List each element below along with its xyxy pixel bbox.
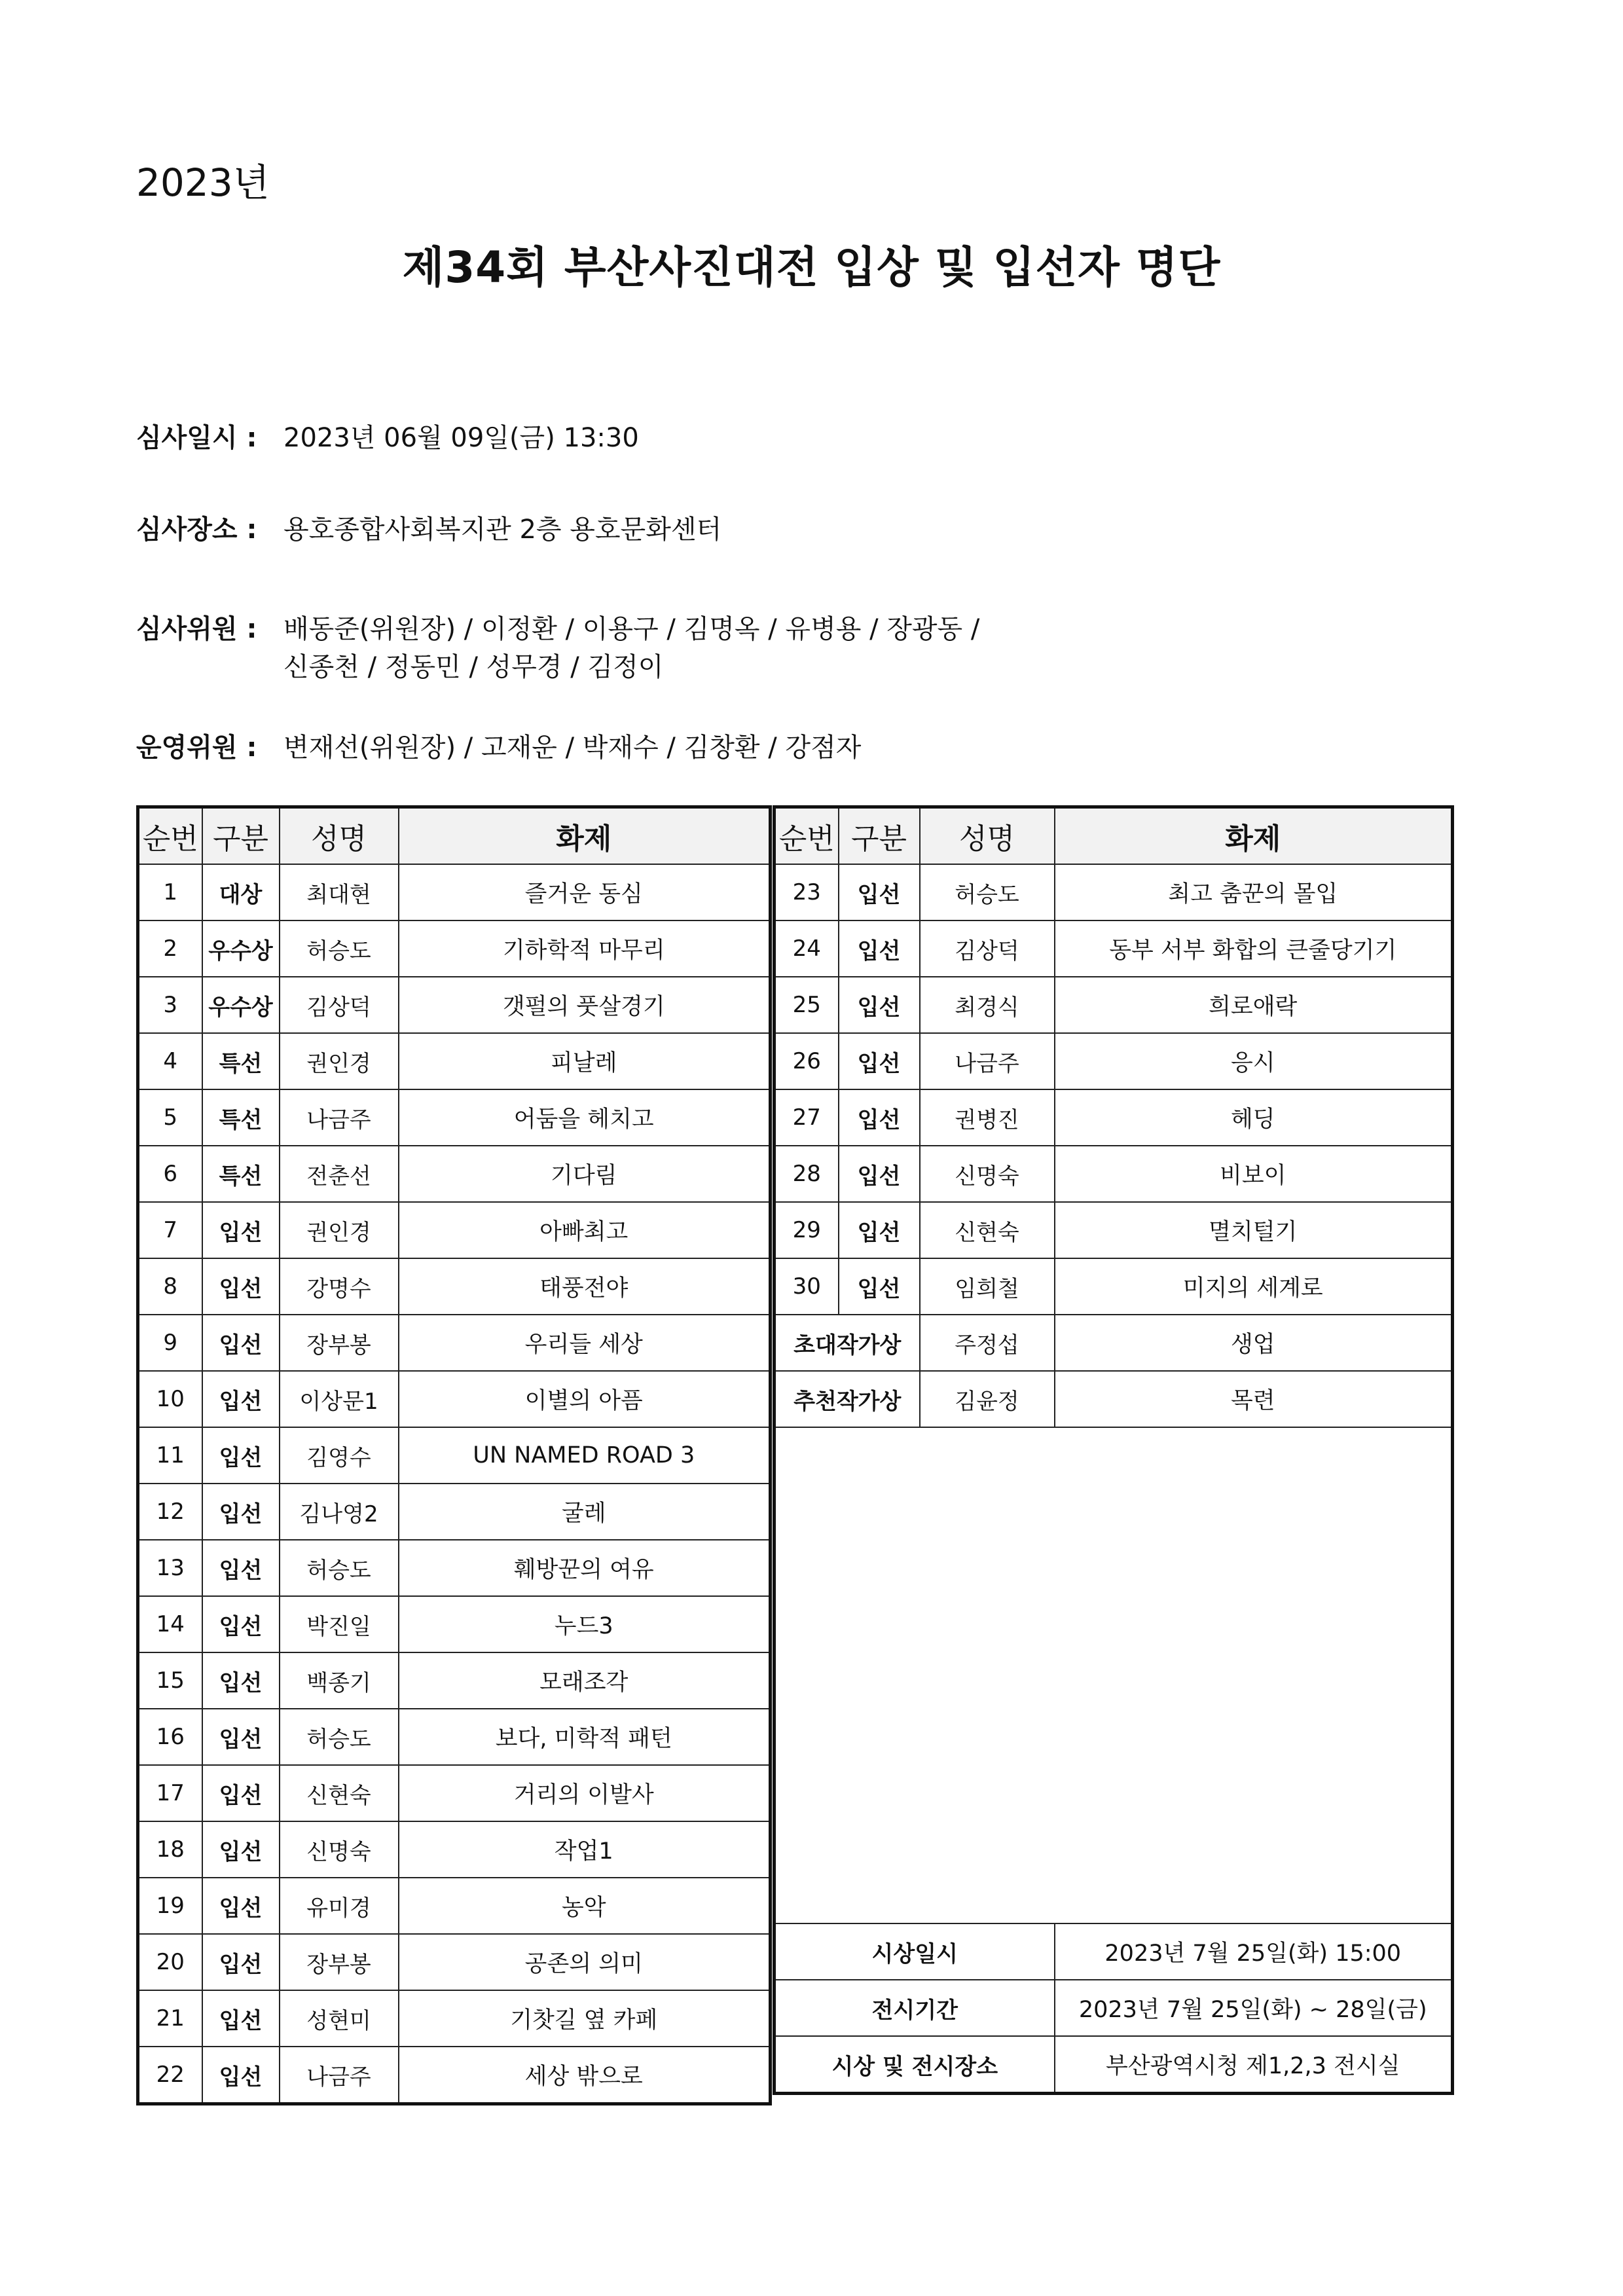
row-name: 김나영2 xyxy=(280,1484,399,1540)
empty-cell xyxy=(775,1427,1453,1923)
row-name: 전춘선 xyxy=(280,1146,399,1202)
row-name: 김상덕 xyxy=(280,977,399,1033)
header-no: 순번 xyxy=(775,807,839,865)
row-title: 비보이 xyxy=(1055,1146,1453,1202)
row-name: 허승도 xyxy=(920,864,1055,920)
row-name: 최대현 xyxy=(280,864,399,920)
row-title: UN NAMED ROAD 3 xyxy=(399,1427,771,1484)
table-row xyxy=(138,864,771,920)
table-row xyxy=(138,977,771,1033)
row-name: 유미경 xyxy=(280,1878,399,1934)
row-no: 24 xyxy=(775,920,839,977)
row-title: 어둠을 헤치고 xyxy=(399,1089,771,1146)
info-committee xyxy=(136,729,861,767)
row-category: 입선 xyxy=(839,1146,920,1202)
row-category: 입선 xyxy=(202,1990,280,2047)
row-no: 23 xyxy=(775,864,839,920)
row-category: 입선 xyxy=(202,1540,280,1596)
summary-value: 부산광역시청 제1,2,3 전시실 xyxy=(1055,2036,1453,2094)
row-name: 임희철 xyxy=(920,1258,1055,1315)
row-name: 나금주 xyxy=(280,2047,399,2104)
table-row xyxy=(775,1146,1453,1202)
row-title: 미지의 세계로 xyxy=(1055,1258,1453,1315)
row-category: 입선 xyxy=(202,1427,280,1484)
row-title: 아빠최고 xyxy=(399,1202,771,1258)
row-title: 누드3 xyxy=(399,1596,771,1652)
row-name: 주정섭 xyxy=(920,1315,1055,1371)
row-category: 입선 xyxy=(202,1202,280,1258)
row-category: 입선 xyxy=(202,1652,280,1709)
row-no: 1 xyxy=(138,864,202,920)
row-category: 입선 xyxy=(839,864,920,920)
table-row xyxy=(138,1765,771,1821)
header-category: 구분 xyxy=(839,807,920,865)
header-title: 화제 xyxy=(399,807,771,865)
row-no: 10 xyxy=(138,1371,202,1427)
row-category: 입선 xyxy=(839,1202,920,1258)
row-no: 5 xyxy=(138,1089,202,1146)
info-label: 심사위원 : xyxy=(136,614,257,644)
row-no: 14 xyxy=(138,1596,202,1652)
row-title: 작업1 xyxy=(399,1821,771,1878)
row-title: 거리의 이발사 xyxy=(399,1765,771,1821)
row-name: 신현숙 xyxy=(920,1202,1055,1258)
table-row xyxy=(138,1146,771,1202)
row-category: 입선 xyxy=(202,1765,280,1821)
table-header-row xyxy=(138,807,771,865)
row-name: 이상문1 xyxy=(280,1371,399,1427)
row-no: 19 xyxy=(138,1878,202,1934)
row-name: 신명숙 xyxy=(920,1146,1055,1202)
row-no: 17 xyxy=(138,1765,202,1821)
table-row xyxy=(138,1652,771,1709)
row-category: 입선 xyxy=(202,1596,280,1652)
row-name: 나금주 xyxy=(920,1033,1055,1089)
row-title: 태풍전야 xyxy=(399,1258,771,1315)
row-name: 박진일 xyxy=(280,1596,399,1652)
header-name: 성명 xyxy=(280,807,399,865)
row-no: 26 xyxy=(775,1033,839,1089)
info-value: 배동준(위원장) / 이정환 / 이용구 / 김명옥 / 유병용 / 장광동 / xyxy=(283,614,980,644)
row-category: 특선 xyxy=(202,1033,280,1089)
row-no: 12 xyxy=(138,1484,202,1540)
row-name: 권인경 xyxy=(280,1033,399,1089)
info-value-continued: 신종천 / 정동민 / 성무경 / 김정이 xyxy=(283,652,664,682)
row-title: 동부 서부 화합의 큰줄당기기 xyxy=(1055,920,1453,977)
info-value: 2023년 06월 09일(금) 13:30 xyxy=(283,423,639,453)
row-no: 7 xyxy=(138,1202,202,1258)
row-title: 모래조각 xyxy=(399,1652,771,1709)
header-category: 구분 xyxy=(202,807,280,865)
row-category: 입선 xyxy=(839,977,920,1033)
row-no: 3 xyxy=(138,977,202,1033)
empty-area xyxy=(775,1427,1453,1923)
summary-label: 시상 및 전시장소 xyxy=(775,2036,1055,2094)
table-row xyxy=(138,1033,771,1089)
row-name: 김영수 xyxy=(280,1427,399,1484)
row-title: 최고 춤꾼의 몰입 xyxy=(1055,864,1453,920)
table-row xyxy=(775,864,1453,920)
table-row xyxy=(138,1427,771,1484)
row-category: 특선 xyxy=(202,1089,280,1146)
row-name: 신현숙 xyxy=(280,1765,399,1821)
document-year: 2023년 xyxy=(136,160,270,205)
row-category: 입선 xyxy=(839,1089,920,1146)
row-title: 기찻길 옆 카페 xyxy=(399,1990,771,2047)
row-name: 장부봉 xyxy=(280,1315,399,1371)
row-category: 우수상 xyxy=(202,977,280,1033)
row-title: 기하학적 마무리 xyxy=(399,920,771,977)
info-judging-place xyxy=(136,511,721,549)
row-name: 강명수 xyxy=(280,1258,399,1315)
special-award-category: 추천작가상 xyxy=(775,1371,920,1427)
row-no: 6 xyxy=(138,1146,202,1202)
row-no: 30 xyxy=(775,1258,839,1315)
table-row xyxy=(138,1878,771,1934)
table-row xyxy=(138,1821,771,1878)
table-header-row xyxy=(775,807,1453,865)
row-title: 희로애락 xyxy=(1055,977,1453,1033)
row-name: 허승도 xyxy=(280,1709,399,1765)
row-no: 15 xyxy=(138,1652,202,1709)
row-name: 백종기 xyxy=(280,1652,399,1709)
row-category: 입선 xyxy=(202,1371,280,1427)
row-no: 4 xyxy=(138,1033,202,1089)
row-title: 응시 xyxy=(1055,1033,1453,1089)
row-title: 생업 xyxy=(1055,1315,1453,1371)
row-name: 김윤정 xyxy=(920,1371,1055,1427)
summary-row xyxy=(775,1923,1453,1980)
row-title: 이별의 아픔 xyxy=(399,1371,771,1427)
row-no: 16 xyxy=(138,1709,202,1765)
table-row xyxy=(138,1484,771,1540)
row-title: 농악 xyxy=(399,1878,771,1934)
table-row xyxy=(138,1596,771,1652)
winners-table-left xyxy=(136,805,772,2105)
row-no: 9 xyxy=(138,1315,202,1371)
row-title: 목련 xyxy=(1055,1371,1453,1427)
row-no: 22 xyxy=(138,2047,202,2104)
row-no: 20 xyxy=(138,1934,202,1990)
row-name: 최경식 xyxy=(920,977,1055,1033)
table-row xyxy=(775,1202,1453,1258)
row-no: 18 xyxy=(138,1821,202,1878)
row-name: 나금주 xyxy=(280,1089,399,1146)
special-award-category: 초대작가상 xyxy=(775,1315,920,1371)
info-label: 심사일시 : xyxy=(136,423,257,453)
row-category: 대상 xyxy=(202,864,280,920)
row-category: 입선 xyxy=(202,1484,280,1540)
row-no: 2 xyxy=(138,920,202,977)
row-no: 29 xyxy=(775,1202,839,1258)
row-title: 헤딩 xyxy=(1055,1089,1453,1146)
table-row xyxy=(138,1709,771,1765)
row-no: 11 xyxy=(138,1427,202,1484)
table-row xyxy=(138,1202,771,1258)
table-row xyxy=(138,1990,771,2047)
row-category: 입선 xyxy=(839,920,920,977)
row-title: 세상 밖으로 xyxy=(399,2047,771,2104)
table-row xyxy=(775,1258,1453,1315)
row-title: 기다림 xyxy=(399,1146,771,1202)
row-no: 13 xyxy=(138,1540,202,1596)
row-name: 권인경 xyxy=(280,1202,399,1258)
summary-value: 2023년 7월 25일(화) ~ 28일(금) xyxy=(1055,1980,1453,2036)
summary-label: 시상일시 xyxy=(775,1923,1055,1980)
row-category: 특선 xyxy=(202,1146,280,1202)
row-category: 입선 xyxy=(839,1258,920,1315)
table-row xyxy=(775,1033,1453,1089)
table-row xyxy=(138,1089,771,1146)
row-title: 멸치털기 xyxy=(1055,1202,1453,1258)
row-title: 굴레 xyxy=(399,1484,771,1540)
row-title: 공존의 의미 xyxy=(399,1934,771,1990)
summary-value: 2023년 7월 25일(화) 15:00 xyxy=(1055,1923,1453,1980)
winners-table-right xyxy=(773,805,1454,2095)
row-no: 25 xyxy=(775,977,839,1033)
row-name: 권병진 xyxy=(920,1089,1055,1146)
row-name: 허승도 xyxy=(280,920,399,977)
row-category: 입선 xyxy=(202,1258,280,1315)
row-name: 성현미 xyxy=(280,1990,399,2047)
table-row xyxy=(775,977,1453,1033)
header-no: 순번 xyxy=(138,807,202,865)
row-no: 8 xyxy=(138,1258,202,1315)
header-title: 화제 xyxy=(1055,807,1453,865)
summary-label: 전시기간 xyxy=(775,1980,1055,2036)
row-no: 27 xyxy=(775,1089,839,1146)
row-title: 우리들 세상 xyxy=(399,1315,771,1371)
row-title: 보다, 미학적 패턴 xyxy=(399,1709,771,1765)
table-row xyxy=(138,1540,771,1596)
table-row xyxy=(138,1258,771,1315)
row-name: 장부봉 xyxy=(280,1934,399,1990)
info-value: 변재선(위원장) / 고재운 / 박재수 / 김창환 / 강점자 xyxy=(283,733,862,763)
row-name: 신명숙 xyxy=(280,1821,399,1878)
row-category: 입선 xyxy=(202,2047,280,2104)
summary-row xyxy=(775,1980,1453,2036)
table-row xyxy=(138,1934,771,1990)
row-category: 우수상 xyxy=(202,920,280,977)
document-title: 제34회 부산사진대전 입상 및 입선자 명단 xyxy=(402,242,1221,293)
table-row xyxy=(138,2047,771,2104)
row-category: 입선 xyxy=(839,1033,920,1089)
info-label: 심사장소 : xyxy=(136,515,257,545)
row-name: 허승도 xyxy=(280,1540,399,1596)
table-row xyxy=(775,920,1453,977)
row-category: 입선 xyxy=(202,1315,280,1371)
info-judging-date xyxy=(136,419,639,457)
table-row xyxy=(138,1371,771,1427)
info-judges xyxy=(136,610,979,686)
row-title: 훼방꾼의 여유 xyxy=(399,1540,771,1596)
row-title: 피날레 xyxy=(399,1033,771,1089)
row-no: 21 xyxy=(138,1990,202,2047)
row-title: 갯펄의 풋살경기 xyxy=(399,977,771,1033)
row-category: 입선 xyxy=(202,1821,280,1878)
row-category: 입선 xyxy=(202,1934,280,1990)
row-title: 즐거운 동심 xyxy=(399,864,771,920)
row-name: 김상덕 xyxy=(920,920,1055,977)
summary-row xyxy=(775,2036,1453,2094)
header-name: 성명 xyxy=(920,807,1055,865)
special-award-row xyxy=(775,1315,1453,1371)
info-label: 운영위원 : xyxy=(136,733,257,763)
table-row xyxy=(775,1089,1453,1146)
row-category: 입선 xyxy=(202,1878,280,1934)
row-no: 28 xyxy=(775,1146,839,1202)
row-category: 입선 xyxy=(202,1709,280,1765)
table-row xyxy=(138,1315,771,1371)
info-value: 용호종합사회복지관 2층 용호문화센터 xyxy=(283,515,722,545)
table-row xyxy=(138,920,771,977)
special-award-row xyxy=(775,1371,1453,1427)
